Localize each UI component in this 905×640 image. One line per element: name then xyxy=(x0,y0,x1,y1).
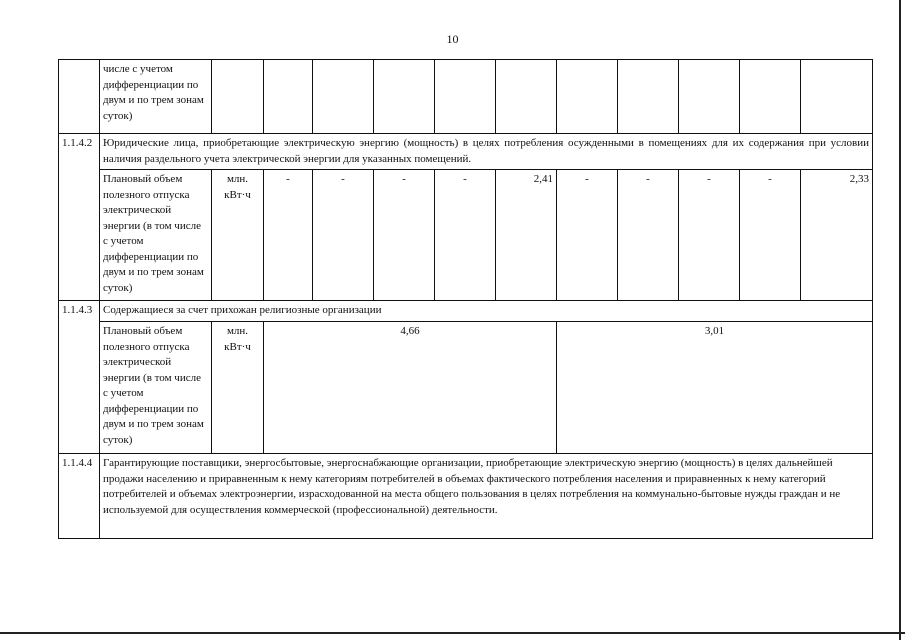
value-cell: - xyxy=(435,170,496,301)
section-number: 1.1.4.4 xyxy=(59,454,100,539)
value-cell: - xyxy=(557,170,618,301)
value-cell: - xyxy=(264,170,313,301)
indicator-cell: числе с учетом дифференциации по двум и по трем зонам суток) xyxy=(100,60,212,134)
value-cell: - xyxy=(618,170,679,301)
value-cell xyxy=(435,60,496,134)
value-cell xyxy=(801,60,873,134)
value-cell xyxy=(740,60,801,134)
value-cell xyxy=(618,60,679,134)
value-cell: 2,33 xyxy=(801,170,873,301)
value-cell: 2,41 xyxy=(496,170,557,301)
unit-cell: млн. кВт·ч xyxy=(212,170,264,301)
value-cell: - xyxy=(740,170,801,301)
indicator-cell: Плановый объем полезного отпуска электрической энергии (в том числе с учетом дифференциации по двум и по трем зонам суток) xyxy=(100,170,212,301)
value-cell xyxy=(374,60,435,134)
value-cell: - xyxy=(313,170,374,301)
table-row xyxy=(59,322,873,454)
row-number-cell xyxy=(59,60,100,134)
section-title: Гарантирующие поставщики, энергосбытовые, энергоснабжающие организации, приобретающие электрическую энергию (мощность) в целях дальнейшей продажи населению и приравненным к нему категориям потребителей в объемах фактического потребления населения и приравненных к нему категорий потребителей и объемах электроэнергии, израсходованной на места общего пользования в целях потребления на коммунально-бытовые нужды граждан и не используемой для осуществления коммерческой (профессиональной) деятельности. xyxy=(100,454,873,539)
merged-value-cell: 4,66 xyxy=(264,322,557,454)
value-cell xyxy=(679,60,740,134)
table-row xyxy=(59,60,873,134)
section-number: 1.1.4.2 xyxy=(59,134,100,301)
scan-border-bottom xyxy=(0,632,905,634)
section-number: 1.1.4.3 xyxy=(59,301,100,454)
section-title: Содержащиеся за счет прихожан религиозные организации xyxy=(100,301,873,322)
merged-value-cell: 3,01 xyxy=(557,322,873,454)
section-row xyxy=(59,301,873,322)
section-row xyxy=(59,134,873,170)
page-number: 10 xyxy=(446,32,459,46)
value-cell: - xyxy=(374,170,435,301)
unit-cell xyxy=(212,60,264,134)
value-cell xyxy=(264,60,313,134)
value-cell: - xyxy=(679,170,740,301)
section-title: Юридические лица, приобретающие электрическую энергию (мощность) в целях потребления осужденными в помещениях для их содержания при условии наличия раздельного учета электрической энергии для указанных помещений. xyxy=(100,134,873,170)
table-row xyxy=(59,170,873,301)
unit-cell: млн. кВт·ч xyxy=(212,322,264,454)
scan-border-right xyxy=(899,0,901,640)
value-cell xyxy=(557,60,618,134)
value-cell xyxy=(313,60,374,134)
indicator-cell: Плановый объем полезного отпуска электрической энергии (в том числе с учетом дифференциации по двум и по трем зонам суток) xyxy=(100,322,212,454)
tariff-volume-table xyxy=(58,59,873,539)
section-row xyxy=(59,454,873,539)
value-cell xyxy=(496,60,557,134)
